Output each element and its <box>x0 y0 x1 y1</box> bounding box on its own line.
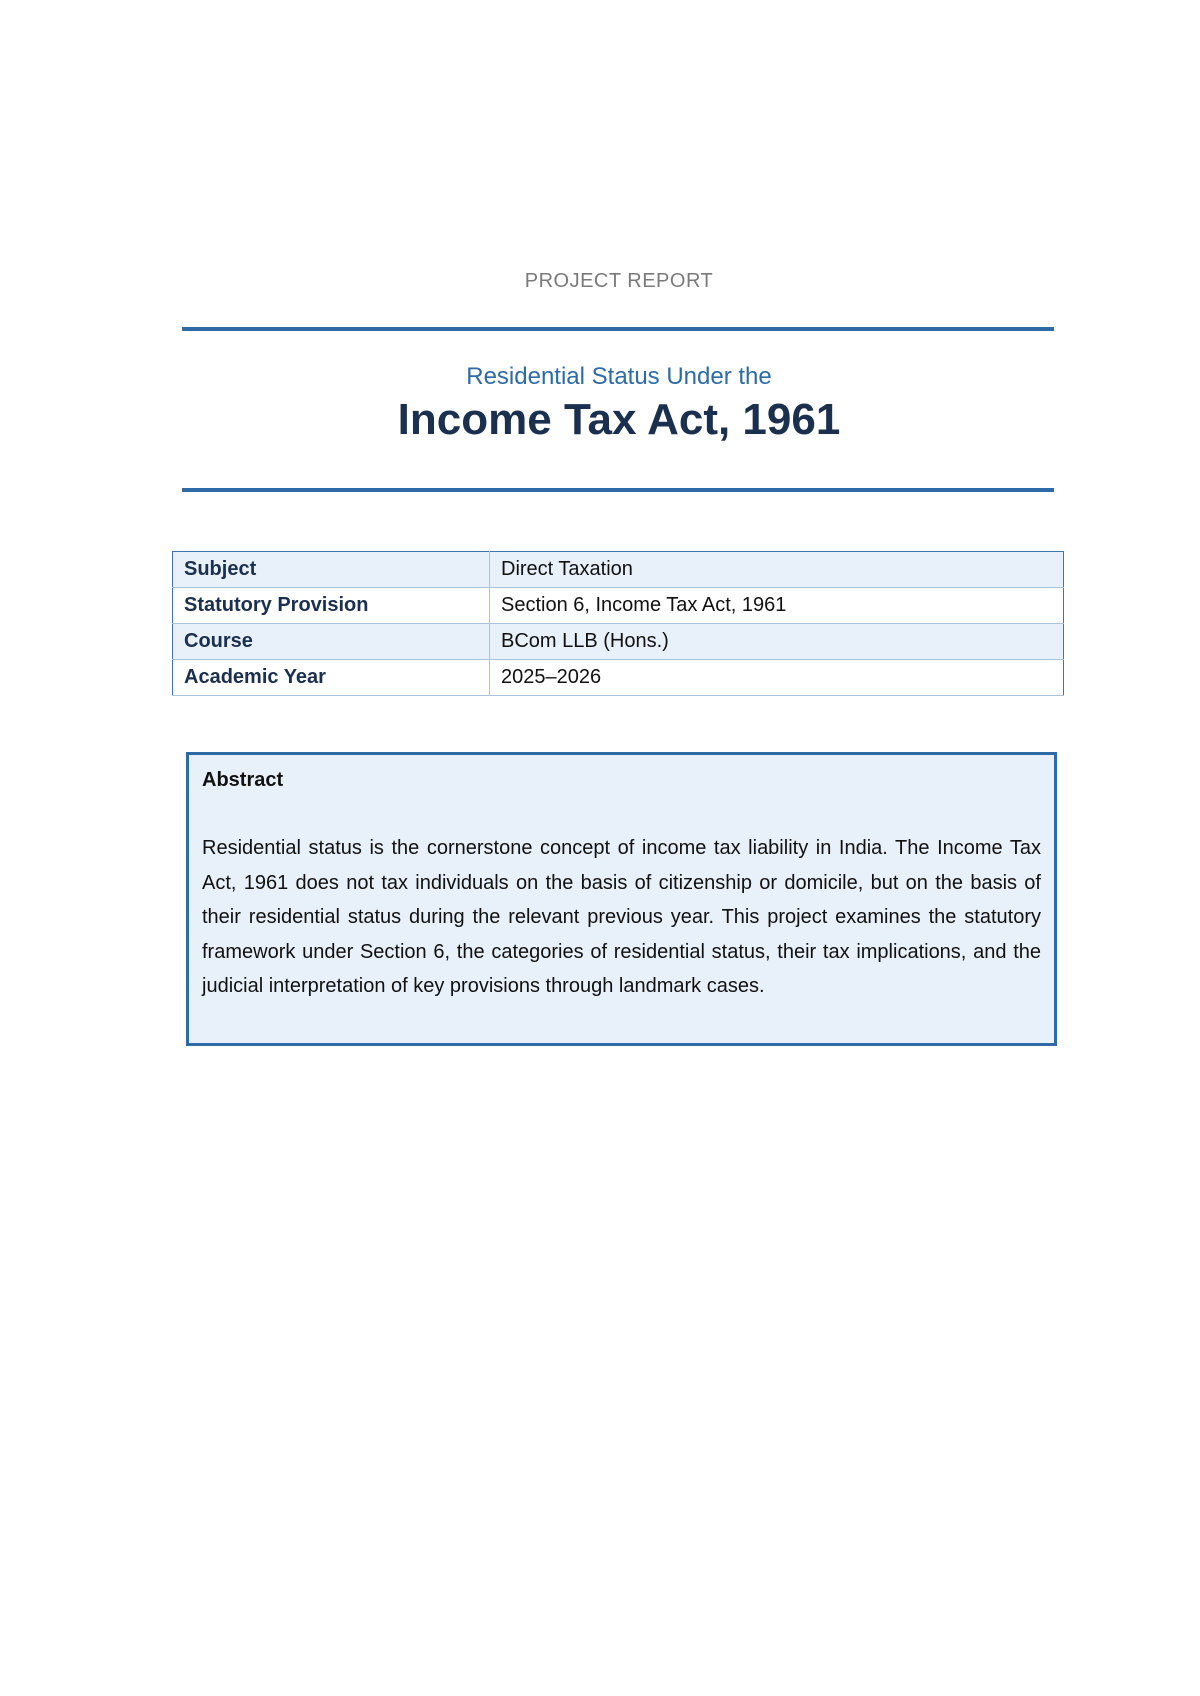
abstract-box <box>186 752 1057 1046</box>
details-label: Academic Year <box>173 660 490 696</box>
details-label: Course <box>173 624 490 660</box>
details-value: Section 6, Income Tax Act, 1961 <box>490 588 1064 624</box>
report-subtitle: Residential Status Under the <box>466 363 772 390</box>
details-row-subject <box>173 552 1064 588</box>
details-row-course <box>173 624 1064 660</box>
details-row-statutory-provision <box>173 588 1064 624</box>
details-value: BCom LLB (Hons.) <box>490 624 1064 660</box>
top-divider-rule <box>182 327 1054 331</box>
details-value: 2025–2026 <box>490 660 1064 696</box>
report-details-table <box>172 551 1064 696</box>
details-label: Statutory Provision <box>173 588 490 624</box>
abstract-body: Residential status is the cornerstone concept of income tax liability in India. The Income Tax Act, 1961 does not tax individuals on the basis of citizenship or domicile, but on the basis of their residential status during the relevant previous year. This project examines the statutory framework under Section 6, the categories of residential status, their tax implications, and the judicial interpretation of key provisions through landmark cases. <box>202 837 1041 997</box>
details-value: Direct Taxation <box>490 552 1064 588</box>
abstract-heading: Abstract <box>202 769 284 791</box>
details-row-academic-year <box>173 660 1064 696</box>
details-label: Subject <box>173 552 490 588</box>
bottom-divider-rule <box>182 488 1054 492</box>
report-kicker: PROJECT REPORT <box>524 270 714 292</box>
report-title: Income Tax Act, 1961 <box>397 395 841 444</box>
